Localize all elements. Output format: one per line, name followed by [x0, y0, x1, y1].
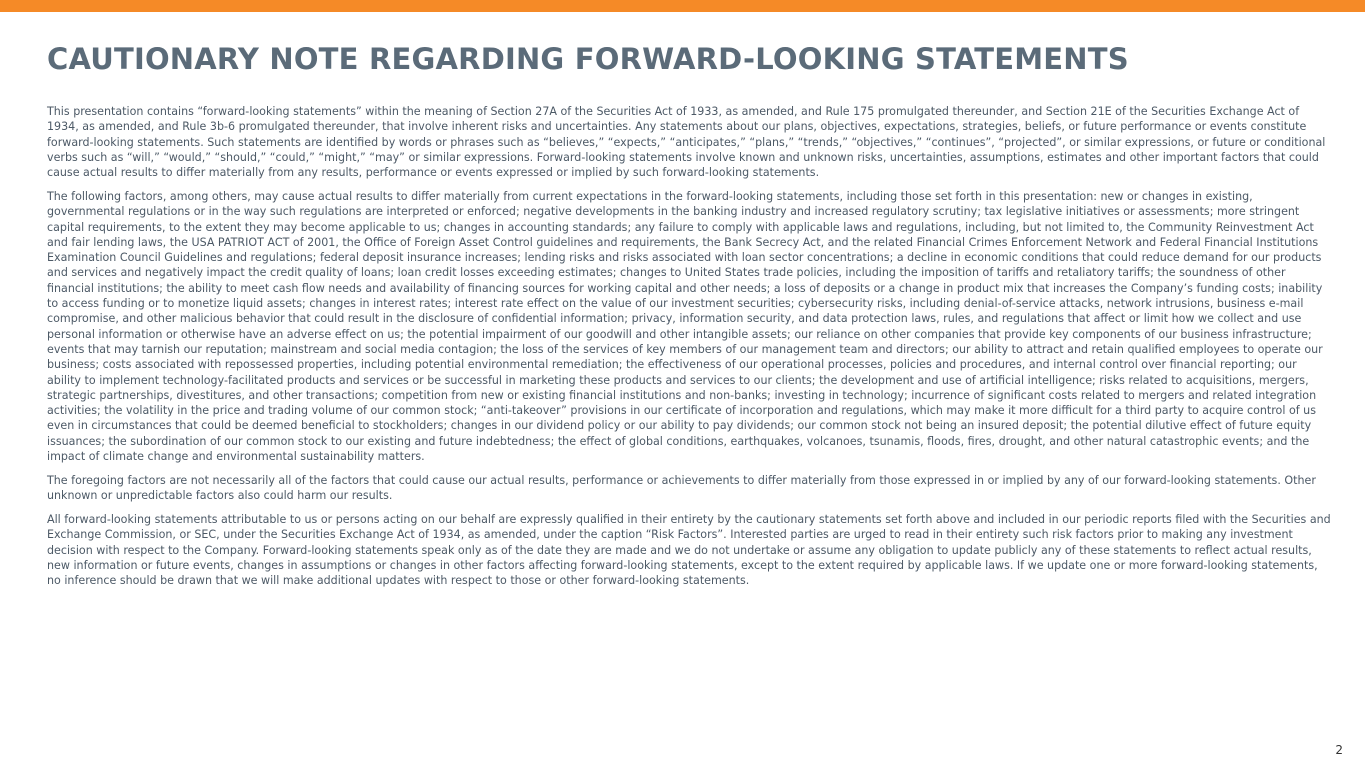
header-accent-bar	[0, 0, 1365, 12]
paragraph-intro: This presentation contains “forward-looking statements” within the meaning of Section 27A of the Securities Act of 1933, as amended, and Rule 175 promulgated thereunder, and Section 21E of the Securities Exchange Act of 1934, as amended, and Rule 3b-6 promulgated thereunder, that involve inherent risks and uncertainties. Any statements about our plans, objectives, expectations, strategies, beliefs, or future performance or events constitute forward-looking statements. Such statements are identified by words or phrases such as “believes,” “expects,” “anticipates,” “plans,” “trends,” “objectives,” “continues”, “projected”, or similar expressions, or future or conditional verbs such as “will,” “would,” “should,” “could,” “might,” “may” or similar expressions. Forward-looking statements involve known and unknown risks, uncertainties, assumptions, estimates and other important factors that could cause actual results to differ materially from any results, performance or events expressed or implied by such forward-looking statements.	[47, 105, 1326, 180]
page-title: CAUTIONARY NOTE REGARDING FORWARD-LOOKING STATEMENTS	[47, 42, 1129, 76]
paragraph-not-exhaustive: The foregoing factors are not necessarily all of the factors that could cause our actual results, performance or achievements to differ materially from those expressed in or implied by any of our forward-looking statements. Other unknown or unpredictable factors also could harm our results.	[47, 473, 1316, 503]
page-number: 2	[1335, 743, 1343, 757]
paragraph-risk-factors: The following factors, among others, may cause actual results to differ materially from current expectations in the forward-looking statements, including those set forth in this presentation: new or changes in existing, governmental regulations or in the way such regulations are interpreted or enforced; negative developments in the banking industry and increased regulatory scrutiny; tax legislative initiatives or assessments; more stringent capital requirements, to the extent they may become applicable to us; changes in accounting standards; any failure to comply with applicable laws and regulations, including, but not limited to, the Community Reinvestment Act and fair lending laws, the USA PATRIOT ACT of 2001, the Office of Foreign Asset Control guidelines and requirements, the Bank Secrecy Act, and the related Financial Crimes Enforcement Network and Federal Financial Institutions Examination Council Guidelines and regulations; federal deposit insurance increases; lending risks and risks associated with loan sector concentrations; a decline in economic conditions that could reduce demand for our products and services and negatively impact the credit quality of loans; loan credit losses exceeding estimates; changes to United States trade policies, including the imposition of tariffs and retaliatory tariffs; the soundness of other financial institutions; the ability to meet cash flow needs and availability of financing sources for working capital and other needs; a loss of deposits or a change in product mix that increases the Company’s funding costs; inability to access funding or to monetize liquid assets; changes in interest rates; interest rate effect on the value of our investment securities; cybersecurity risks, including denial-of-service attacks, network intrusions, business e-mail compromise, and other malicious behavior that could result in the disclosure of confidential information; privacy, information security, and data protection laws, rules, and regulations that affect or limit how we collect and use personal information or otherwise have an adverse effect on us; the potential impairment of our goodwill and other intangible assets; our reliance on other companies that provide key components of our business infrastructure; events that may tarnish our reputation; mainstream and social media contagion; the loss of the services of key members of our management team and directors; our ability to attract and retain qualified employees to operate our business; costs associated with repossessed properties, including potential environmental remediation; the effectiveness of our operational processes, policies and procedures, and internal control over financial reporting; our ability to implement technology-facilitated products and services or be successful in marketing these products and services to our clients; the development and use of artificial intelligence; risks related to acquisitions, mergers, strategic partnerships, divestitures, and other transactions; competition from new or existing financial institutions and non-banks; investing in technology; incurrence of significant costs related to mergers and related integration activities; the volatility in the price and trading volume of our common stock; “anti-takeover” provisions in our certificate of incorporation and regulations, which may make it more difficult for a third party to acquire control of us even in circumstances that could be deemed beneficial to stockholders; changes in our dividend policy or our ability to pay dividends; our common stock not being an insured deposit; the potential dilutive effect of future equity issuances; the subordination of our common stock to our existing and future indebtedness; the effect of global conditions, earthquakes, volcanoes, tsunamis, floods, fires, drought, and other natural catastrophic events; and the impact of climate change and environmental sustainability matters.	[47, 189, 1323, 464]
body-text	[47, 104, 1332, 597]
paragraph-qualification: All forward-looking statements attributable to us or persons acting on our behalf are expressly qualified in their entirety by the cautionary statements set forth above and included in our periodic reports filed with the Securities and Exchange Commission, or SEC, under the Securities Exchange Act of 1934, as amended, under the caption “Risk Factors”. Interested parties are urged to read in their entirety such risk factors prior to making any investment decision with respect to the Company. Forward-looking statements speak only as of the date they are made and we do not undertake or assume any obligation to update publicly any of these statements to reflect actual results, new information or future events, changes in assumptions or changes in other factors affecting forward-looking statements, except to the extent required by applicable laws. If we update one or more forward-looking statements, no inference should be drawn that we will make additional updates with respect to those or other forward-looking statements.	[47, 512, 1331, 588]
